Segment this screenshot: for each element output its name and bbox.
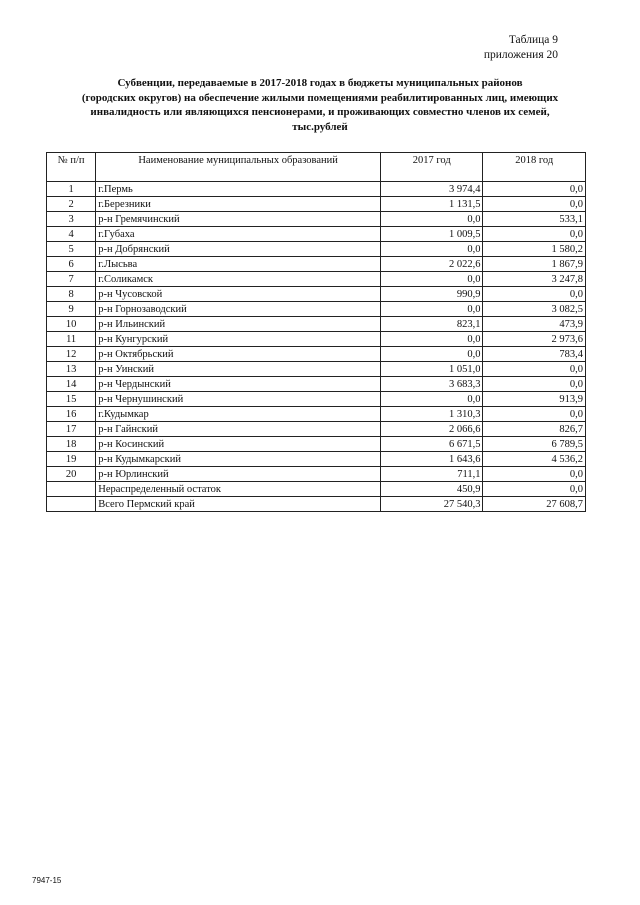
row-value-2017: 823,1	[380, 317, 483, 332]
row-name: г.Пермь	[96, 182, 381, 197]
row-num: 9	[47, 302, 96, 317]
row-num: 12	[47, 347, 96, 362]
row-num: 20	[47, 467, 96, 482]
row-num: 11	[47, 332, 96, 347]
table-row	[47, 377, 586, 392]
row-value-2017: 0,0	[380, 347, 483, 362]
row-value-2018: 533,1	[483, 212, 586, 227]
table-header-row	[47, 153, 586, 182]
table-row	[47, 242, 586, 257]
row-value-2018: 0,0	[483, 407, 586, 422]
row-num: 10	[47, 317, 96, 332]
table-row	[47, 422, 586, 437]
row-value-2018: 0,0	[483, 482, 586, 497]
header-num: № п/п	[47, 153, 96, 182]
table-row	[47, 437, 586, 452]
row-name: р-н Чердынский	[96, 377, 381, 392]
row-value-2017: 0,0	[380, 332, 483, 347]
row-value-2017: 27 540,3	[380, 497, 483, 512]
row-value-2018: 826,7	[483, 422, 586, 437]
row-name: р-н Кудымкарский	[96, 452, 381, 467]
row-value-2017: 3 683,3	[380, 377, 483, 392]
row-value-2017: 1 131,5	[380, 197, 483, 212]
row-value-2018: 1 867,9	[483, 257, 586, 272]
row-name: р-н Октябрьский	[96, 347, 381, 362]
row-name: р-н Гремячинский	[96, 212, 381, 227]
row-name: р-н Горнозаводский	[96, 302, 381, 317]
title-line-3: инвалидность или являющихся пенсионерами, и проживающих совместно членов их семей,	[90, 106, 550, 118]
title-line-1: Субвенции, передаваемые в 2017-2018 годах в бюджеты муниципальных районов	[117, 77, 523, 89]
row-value-2018: 0,0	[483, 227, 586, 242]
row-num: 19	[47, 452, 96, 467]
row-num: 14	[47, 377, 96, 392]
row-value-2017: 711,1	[380, 467, 483, 482]
row-num: 17	[47, 422, 96, 437]
table-row	[47, 272, 586, 287]
table-row	[47, 407, 586, 422]
table-body	[47, 182, 586, 512]
row-num: 13	[47, 362, 96, 377]
row-num: 7	[47, 272, 96, 287]
row-name: г.Кудымкар	[96, 407, 381, 422]
row-name: р-н Кунгурский	[96, 332, 381, 347]
row-value-2017: 0,0	[380, 272, 483, 287]
row-value-2017: 0,0	[380, 302, 483, 317]
table-row	[47, 497, 586, 512]
row-value-2017: 2 022,6	[380, 257, 483, 272]
row-value-2018: 3 082,5	[483, 302, 586, 317]
row-value-2018: 0,0	[483, 287, 586, 302]
row-name: г.Березники	[96, 197, 381, 212]
row-value-2018: 0,0	[483, 362, 586, 377]
table-row	[47, 257, 586, 272]
row-value-2018: 2 973,6	[483, 332, 586, 347]
row-name: Всего Пермский край	[96, 497, 381, 512]
row-value-2017: 1 051,0	[380, 362, 483, 377]
row-value-2018: 6 789,5	[483, 437, 586, 452]
header-name: Наименование муниципальных образований	[96, 153, 381, 182]
header-2018: 2018 год	[483, 153, 586, 182]
row-value-2018: 0,0	[483, 377, 586, 392]
title-line-2: (городских округов) на обеспечение жилыми помещениями реабилитированных лиц, имеющих	[81, 91, 559, 104]
row-name: г.Губаха	[96, 227, 381, 242]
row-value-2018: 0,0	[483, 467, 586, 482]
row-value-2017: 450,9	[380, 482, 483, 497]
row-value-2017: 6 671,5	[380, 437, 483, 452]
row-name: р-н Уинский	[96, 362, 381, 377]
row-value-2017: 2 066,6	[380, 422, 483, 437]
row-value-2018: 4 536,2	[483, 452, 586, 467]
row-value-2017: 3 974,4	[380, 182, 483, 197]
row-value-2017: 1 643,6	[380, 452, 483, 467]
row-name: Нераспределенный остаток	[96, 482, 381, 497]
title-units: тыс.рублей	[292, 120, 348, 133]
table-row	[47, 452, 586, 467]
row-num	[47, 482, 96, 497]
row-num: 16	[47, 407, 96, 422]
row-num: 5	[47, 242, 96, 257]
row-name: р-н Чернушинский	[96, 392, 381, 407]
row-name: р-н Косинский	[96, 437, 381, 452]
row-num: 18	[47, 437, 96, 452]
document-code: 7947-15	[32, 876, 62, 885]
row-value-2018: 27 608,7	[483, 497, 586, 512]
table-row	[47, 227, 586, 242]
table-row	[47, 287, 586, 302]
document-title	[40, 76, 600, 134]
table-row	[47, 197, 586, 212]
row-value-2018: 1 580,2	[483, 242, 586, 257]
row-name: р-н Юрлинский	[96, 467, 381, 482]
row-num: 4	[47, 227, 96, 242]
row-value-2018: 783,4	[483, 347, 586, 362]
table-row	[47, 467, 586, 482]
row-value-2018: 473,9	[483, 317, 586, 332]
table-row	[47, 182, 586, 197]
row-num: 3	[47, 212, 96, 227]
row-name: р-н Ильинский	[96, 317, 381, 332]
row-num	[47, 497, 96, 512]
row-num: 15	[47, 392, 96, 407]
row-name: г.Лысьва	[96, 257, 381, 272]
row-value-2018: 0,0	[483, 182, 586, 197]
row-value-2017: 0,0	[380, 212, 483, 227]
row-value-2017: 990,9	[380, 287, 483, 302]
row-value-2018: 3 247,8	[483, 272, 586, 287]
table-row	[47, 212, 586, 227]
subsidy-table	[46, 152, 586, 512]
table-row	[47, 482, 586, 497]
row-value-2017: 0,0	[380, 392, 483, 407]
document-reference	[484, 33, 558, 63]
row-value-2018: 913,9	[483, 392, 586, 407]
row-num: 2	[47, 197, 96, 212]
table-row	[47, 317, 586, 332]
row-value-2017: 0,0	[380, 242, 483, 257]
table-row	[47, 347, 586, 362]
row-name: р-н Добрянский	[96, 242, 381, 257]
header-2017: 2017 год	[380, 153, 483, 182]
row-value-2017: 1 310,3	[380, 407, 483, 422]
row-name: г.Соликамск	[96, 272, 381, 287]
table-number: Таблица 9	[508, 34, 558, 46]
row-name: р-н Чусовской	[96, 287, 381, 302]
row-value-2017: 1 009,5	[380, 227, 483, 242]
table-row	[47, 362, 586, 377]
row-value-2018: 0,0	[483, 197, 586, 212]
row-name: р-н Гайнский	[96, 422, 381, 437]
row-num: 6	[47, 257, 96, 272]
row-num: 1	[47, 182, 96, 197]
table-row	[47, 332, 586, 347]
appendix-number: приложения 20	[483, 49, 558, 61]
row-num: 8	[47, 287, 96, 302]
table-row	[47, 302, 586, 317]
table-row	[47, 392, 586, 407]
